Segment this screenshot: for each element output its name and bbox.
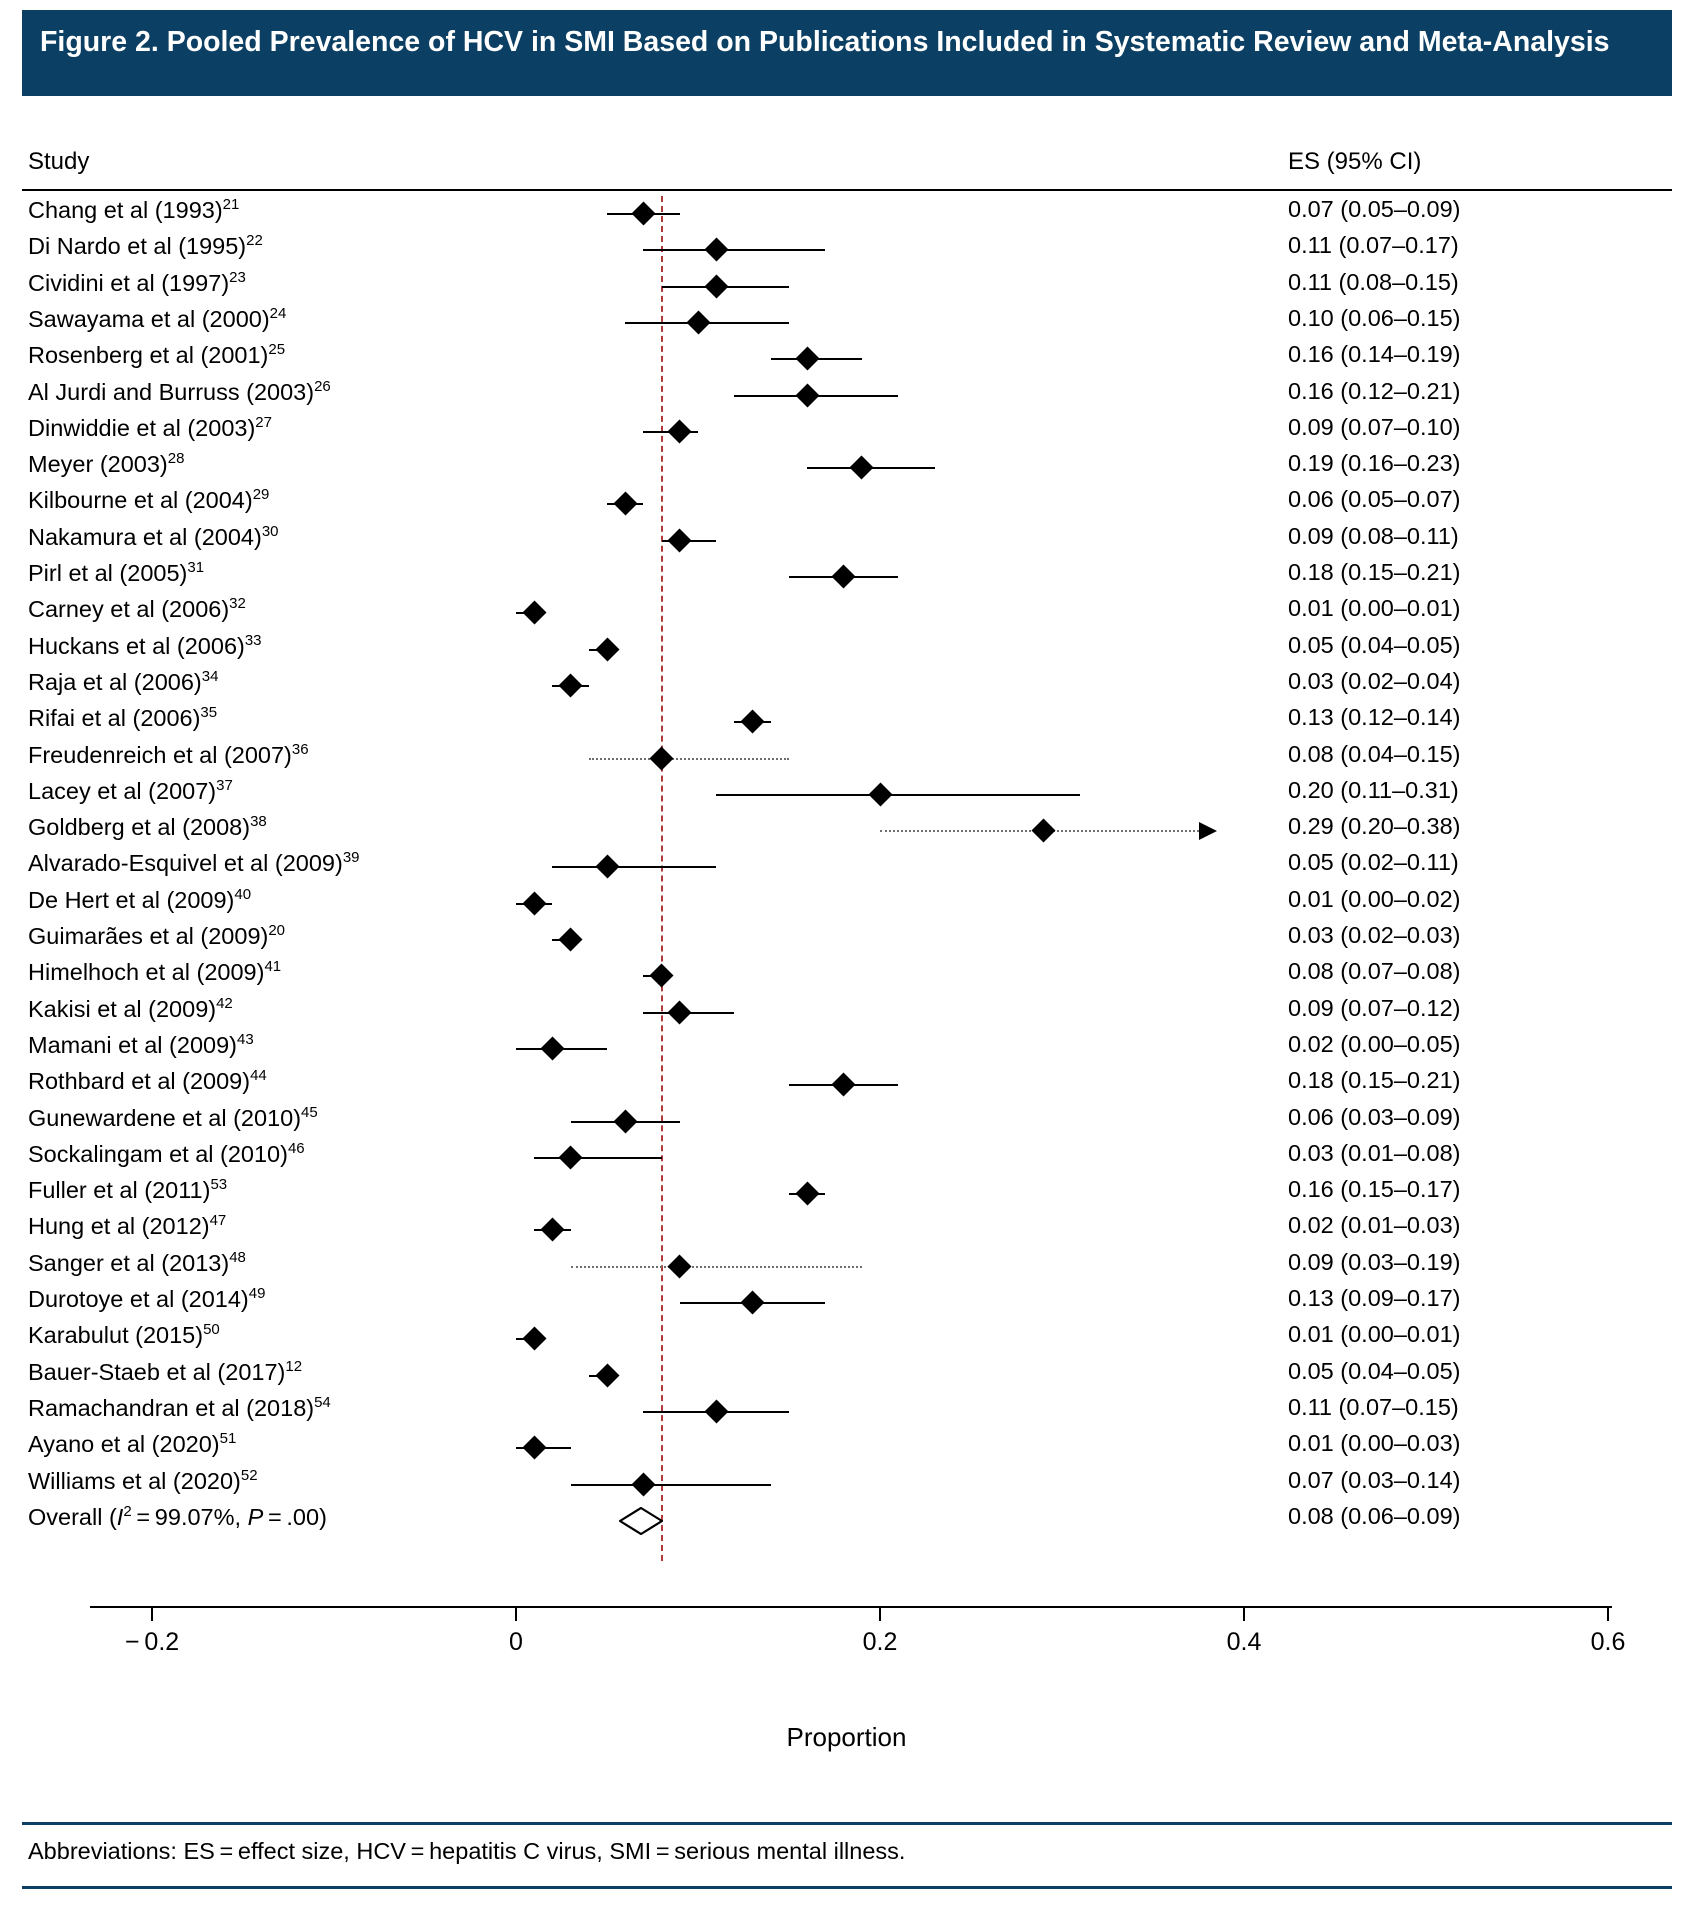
overall-label-prefix: Overall (: [28, 1503, 117, 1530]
study-name: Cividini et al (1997): [28, 269, 230, 296]
study-name: Raja et al (2006): [28, 668, 202, 695]
effect-size-marker: [559, 927, 583, 951]
forest-row: [0, 1285, 1693, 1321]
forest-row: [0, 1467, 1693, 1503]
effect-size-value: 0.02 (0.00–0.05): [1288, 1030, 1461, 1057]
effect-size-marker: [1032, 819, 1056, 843]
axis-line: [90, 1606, 1612, 1608]
axis-tick-label: 0.4: [1226, 1628, 1262, 1656]
effect-size-marker: [832, 564, 856, 588]
study-name: Freudenreich et al (2007): [28, 741, 292, 768]
effect-size-marker: [668, 419, 692, 443]
effect-size-value: 0.18 (0.15–0.21): [1288, 1067, 1461, 1094]
forest-row: [0, 1321, 1693, 1357]
forest-row: [0, 777, 1693, 813]
effect-size-value: 0.03 (0.02–0.03): [1288, 922, 1461, 948]
axis-tick: [515, 1606, 517, 1621]
effect-size-value: 0.16 (0.15–0.17): [1288, 1176, 1461, 1203]
study-name: De Hert et al (2009): [28, 886, 235, 913]
effect-size-value: 0.13 (0.09–0.17): [1288, 1285, 1461, 1311]
study-name: Bauer-Staeb et al (2017): [28, 1358, 286, 1385]
study-reference: 26: [314, 377, 331, 395]
footer-divider-bottom: [22, 1886, 1672, 1889]
effect-size-marker: [522, 1436, 546, 1460]
forest-row: [0, 341, 1693, 377]
study-reference: 49: [248, 1285, 266, 1302]
study-name: Dinwiddie et al (2003): [28, 414, 256, 441]
effect-size-value: 0.02 (0.01–0.03): [1288, 1212, 1461, 1239]
study-reference: 48: [229, 1248, 246, 1266]
study-name: Mamani et al (2009): [28, 1031, 237, 1058]
study-reference: 33: [244, 631, 262, 649]
forest-row: [0, 559, 1693, 595]
effect-size-value: 0.20 (0.11–0.31): [1288, 776, 1459, 803]
study-name: Carney et al (2006): [28, 596, 230, 623]
study-reference: 25: [268, 341, 286, 359]
effect-size-value: 0.01 (0.00–0.01): [1288, 1321, 1461, 1348]
forest-row: [0, 378, 1693, 414]
study-reference: 39: [342, 849, 360, 867]
effect-size-marker: [559, 1145, 583, 1169]
axis-tick-label: 0.2: [862, 1628, 898, 1656]
study-reference: 32: [229, 595, 246, 613]
effect-size-marker: [850, 456, 874, 480]
effect-size-value: 0.05 (0.04–0.05): [1288, 631, 1461, 658]
effect-size-value: 0.07 (0.03–0.14): [1288, 1466, 1461, 1493]
confidence-interval-line: [552, 866, 716, 868]
study-name: Alvarado-Esquivel et al (2009): [28, 850, 343, 877]
study-name: Durotoye et al (2014): [28, 1285, 249, 1312]
forest-row: [0, 958, 1693, 994]
forest-row: [0, 305, 1693, 341]
study-reference: 40: [234, 885, 252, 903]
forest-row: [0, 1358, 1693, 1394]
study-name: Himelhoch et al (2009): [28, 959, 265, 986]
forest-row: [0, 232, 1693, 268]
effect-size-value: 0.09 (0.07–0.12): [1288, 994, 1461, 1021]
confidence-interval-line: [716, 794, 1080, 796]
study-reference: 42: [216, 994, 233, 1012]
forest-row: [0, 1249, 1693, 1285]
x-axis-title: Proportion: [786, 1722, 907, 1752]
effect-size-marker: [540, 1036, 564, 1060]
x-axis: [0, 1606, 1693, 1726]
study-name: Williams et al (2020): [28, 1467, 241, 1494]
axis-tick: [1607, 1606, 1609, 1621]
effect-size-marker: [704, 1399, 728, 1423]
forest-row: [0, 813, 1693, 849]
effect-size-marker: [595, 1363, 619, 1387]
forest-row: [0, 922, 1693, 958]
forest-row: [0, 704, 1693, 740]
study-name: Sawayama et al (2000): [28, 305, 270, 332]
axis-tick: [879, 1606, 881, 1621]
effect-size-marker: [522, 601, 546, 625]
study-reference: 38: [250, 813, 267, 831]
confidence-interval-line: [571, 1484, 771, 1486]
effect-size-value: 0.19 (0.16–0.23): [1288, 450, 1461, 477]
study-reference: 28: [167, 450, 185, 468]
study-reference: 22: [246, 232, 263, 250]
study-name: Rifai et al (2006): [28, 705, 201, 732]
effect-size-marker: [832, 1073, 856, 1097]
study-name: Fuller et al (2011): [28, 1176, 211, 1203]
axis-tick: [1243, 1606, 1245, 1621]
effect-size-marker: [559, 673, 583, 697]
effect-size-value: 0.16 (0.14–0.19): [1288, 341, 1461, 368]
study-reference: 54: [314, 1393, 331, 1411]
study-reference: 35: [200, 704, 218, 722]
overall-label-mid: = 99.07%,: [131, 1503, 248, 1530]
effect-size-marker: [595, 855, 619, 879]
effect-size-value: 0.09 (0.03–0.19): [1288, 1248, 1461, 1275]
study-reference: 52: [240, 1466, 258, 1484]
overall-effect-size-value: 0.08 (0.06–0.09): [1288, 1502, 1461, 1529]
study-reference: 41: [264, 958, 282, 976]
effect-size-value: 0.06 (0.03–0.09): [1288, 1103, 1461, 1130]
study-name: Al Jurdi and Burruss (2003): [28, 378, 315, 405]
study-name: Meyer (2003): [28, 450, 168, 477]
study-name: Huckans et al (2006): [28, 632, 245, 659]
study-reference: 31: [187, 559, 205, 576]
effect-size-marker: [704, 274, 728, 298]
study-name: Goldberg et al (2008): [28, 813, 251, 840]
study-name: Ramachandran et al (2018): [28, 1394, 315, 1421]
study-name: Rosenberg et al (2001): [28, 342, 269, 369]
effect-size-value: 0.10 (0.06–0.15): [1288, 304, 1461, 331]
study-name: Lacey et al (2007): [28, 777, 217, 804]
overall-label-end: = .00): [263, 1503, 327, 1530]
study-name: Gunewardene et al (2010): [28, 1104, 302, 1131]
effect-size-marker: [795, 347, 819, 371]
forest-row: [0, 1067, 1693, 1103]
effect-size-marker: [522, 1327, 546, 1351]
forest-row: [0, 196, 1693, 232]
study-name: Karabulut (2015): [28, 1322, 204, 1349]
axis-tick-label: − 0.2: [124, 1628, 180, 1656]
effect-size-marker: [613, 492, 637, 516]
effect-size-marker: [540, 1218, 564, 1242]
overall-label-i2: I: [116, 1503, 124, 1530]
effect-size-value: 0.03 (0.02–0.04): [1288, 667, 1461, 694]
confidence-interval-line: [643, 249, 825, 251]
effect-size-value: 0.08 (0.07–0.08): [1288, 958, 1461, 985]
study-name: Kakisi et al (2009): [28, 995, 217, 1022]
study-reference: 45: [301, 1103, 318, 1121]
forest-row: [0, 741, 1693, 777]
effect-size-marker: [631, 201, 655, 225]
study-reference: 47: [209, 1212, 227, 1230]
study-reference: 44: [250, 1067, 267, 1085]
study-name: Chang et al (1993): [28, 196, 223, 223]
effect-size-marker: [795, 383, 819, 407]
study-reference: 30: [261, 522, 279, 540]
effect-size-marker: [668, 1000, 692, 1024]
effect-size-value: 0.08 (0.04–0.15): [1288, 740, 1461, 767]
effect-size-marker: [686, 310, 710, 334]
study-name: Hung et al (2012): [28, 1213, 210, 1240]
overall-label-i2-exponent: 2: [123, 1502, 132, 1520]
effect-size-marker: [650, 746, 674, 770]
confidence-interval-line: [571, 1266, 862, 1268]
effect-size-value: 0.03 (0.01–0.08): [1288, 1139, 1461, 1166]
effect-size-value: 0.18 (0.15–0.21): [1288, 559, 1461, 585]
forest-row: [0, 632, 1693, 668]
effect-size-marker: [868, 782, 892, 806]
forest-row: [0, 1104, 1693, 1140]
forest-row: [0, 1140, 1693, 1176]
study-name: Guimarães et al (2009): [28, 922, 269, 949]
effect-size-marker: [613, 1109, 637, 1133]
effect-size-value: 0.09 (0.08–0.11): [1288, 522, 1459, 549]
effect-size-marker: [595, 637, 619, 661]
study-name: Sockalingam et al (2010): [28, 1140, 288, 1167]
study-name: Kilbourne et al (2004): [28, 487, 253, 514]
effect-size-marker: [704, 238, 728, 262]
study-reference: 20: [268, 922, 286, 939]
effect-size-value: 0.29 (0.20–0.38): [1288, 813, 1461, 840]
effect-size-marker: [668, 528, 692, 552]
study-reference: 27: [255, 413, 272, 431]
column-header-study: Study: [28, 148, 90, 175]
study-reference: 24: [269, 304, 287, 322]
study-reference: 29: [252, 486, 270, 504]
forest-row: [0, 1212, 1693, 1248]
study-reference: 51: [219, 1430, 237, 1448]
effect-size-value: 0.07 (0.05–0.09): [1288, 196, 1461, 222]
effect-size-marker: [668, 1254, 692, 1278]
effect-size-value: 0.13 (0.12–0.14): [1288, 704, 1461, 731]
effect-size-value: 0.11 (0.08–0.15): [1288, 268, 1459, 295]
forest-row: [0, 1176, 1693, 1212]
study-reference: 34: [201, 667, 219, 685]
forest-row: [0, 849, 1693, 885]
forest-row: [0, 414, 1693, 450]
axis-tick-label: 0.6: [1590, 1628, 1626, 1656]
overall-label-p: P: [247, 1503, 264, 1530]
effect-size-value: 0.01 (0.00–0.02): [1288, 885, 1461, 912]
axis-tick: [151, 1606, 153, 1621]
study-reference: 12: [285, 1357, 303, 1375]
study-reference: 43: [237, 1030, 254, 1048]
forest-row: [0, 595, 1693, 631]
study-reference: 46: [287, 1139, 305, 1157]
forest-row: [0, 1394, 1693, 1430]
forest-row: [0, 1430, 1693, 1466]
effect-size-value: 0.01 (0.00–0.03): [1288, 1430, 1461, 1457]
study-reference: 53: [210, 1176, 228, 1194]
overall-summary-diamond: [619, 1507, 663, 1535]
effect-size-value: 0.06 (0.05–0.07): [1288, 486, 1461, 513]
study-name: Pirl et al (2005): [28, 559, 188, 586]
study-name: Ayano et al (2020): [28, 1431, 220, 1458]
effect-size-marker: [631, 1472, 655, 1496]
effect-size-value: 0.16 (0.12–0.21): [1288, 377, 1461, 404]
forest-row: [0, 995, 1693, 1031]
effect-size-marker: [741, 1290, 765, 1314]
confidence-interval-line: [589, 758, 789, 760]
forest-row: [0, 523, 1693, 559]
study-reference: 23: [229, 268, 246, 286]
forest-row: [0, 450, 1693, 486]
effect-size-value: 0.09 (0.07–0.10): [1288, 413, 1461, 440]
study-reference: 21: [222, 196, 240, 213]
forest-row: [0, 668, 1693, 704]
figure-title: Figure 2. Pooled Prevalence of HCV in SMI Based on Publications Included in Systematic Review and Meta-Analysis: [22, 10, 1672, 96]
effect-size-value: 0.11 (0.07–0.17): [1288, 232, 1459, 259]
study-name: Sanger et al (2013): [28, 1249, 230, 1276]
effect-size-marker: [795, 1182, 819, 1206]
forest-row: [0, 269, 1693, 305]
effect-size-marker: [650, 964, 674, 988]
study-name: Rothbard et al (2009): [28, 1068, 251, 1095]
ci-arrow-icon: [1199, 822, 1217, 840]
study-name: Nakamura et al (2004): [28, 523, 262, 550]
header-divider: [22, 189, 1672, 191]
forest-row-overall: [0, 1503, 1693, 1539]
effect-size-value: 0.11 (0.07–0.15): [1288, 1393, 1459, 1420]
confidence-interval-line: [534, 1157, 661, 1159]
effect-size-value: 0.05 (0.02–0.11): [1288, 849, 1459, 876]
study-name: Di Nardo et al (1995): [28, 233, 247, 260]
study-reference: 36: [291, 740, 309, 758]
forest-row: [0, 886, 1693, 922]
study-reference: 50: [203, 1321, 220, 1339]
effect-size-value: 0.01 (0.00–0.01): [1288, 595, 1461, 622]
effect-size-marker: [741, 710, 765, 734]
effect-size-value: 0.05 (0.04–0.05): [1288, 1357, 1461, 1384]
forest-plot: [0, 196, 1693, 1616]
forest-row: [0, 486, 1693, 522]
abbreviations-note: Abbreviations: ES = effect size, HCV = hepatitis C virus, SMI = serious mental illness.: [28, 1838, 906, 1864]
footer-divider-top: [22, 1822, 1672, 1825]
study-reference: 37: [216, 776, 233, 794]
column-header-es: ES (95% CI): [1288, 148, 1422, 175]
axis-tick-label: 0: [509, 1628, 523, 1656]
forest-row: [0, 1031, 1693, 1067]
effect-size-marker: [522, 891, 546, 915]
